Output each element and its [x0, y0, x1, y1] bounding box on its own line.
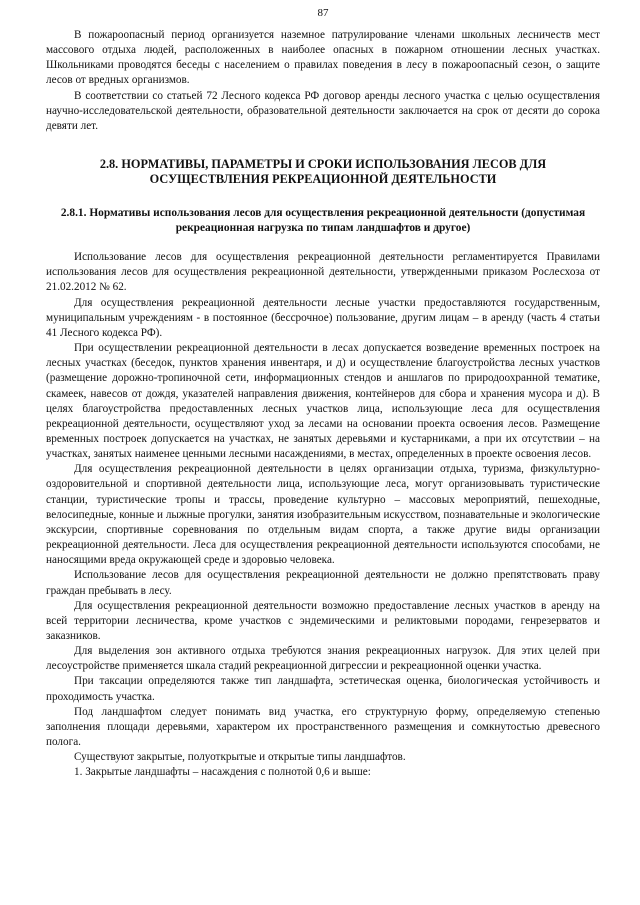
paragraph-recreation-activities: Для осуществления рекреационной деятельности в целях организации отдыха, туризма, физкультурно-оздоровительной и спортивной деятельности лица, использующие леса, могут организовывать туристические станции, туристические тропы и трассы, проведение культурно – массовых мероприятий, пешеходные, велосипедные, конные и лыжные прогулки, занятия изобразительным искусством, познавательные и экологические экскурсии, спортивные соревнования по отдельным видам спорта, а также другие виды организации рекреационной деятельности. Леса для осуществления рекреационной деятельности используются способами, не наносящими вреда окружающей среде и здоровью человека.	[46, 463, 600, 567]
paragraph-school-forestry-patrol: В пожароопасный период организуется наземное патрулирование членами школьных лесничеств мест массового отдыха людей, расположенных в наиболее опасных в пожарном отношении лесных участках. Школьниками проводятся беседы с населением о правилах поведения в лесу в пожароопасный сезон, о защите лесов от вредных организмов.	[46, 29, 600, 87]
paragraph-landscape-types: Существуют закрытые, полуоткрытые и открытые типы ландшафтов.	[74, 751, 406, 764]
paragraph-active-recreation-zones: Для выделения зон активного отдыха требуются знания рекреационных нагрузок. Для этих целей при лесоустройстве применяется шкала стадий рекреационной дигрессии и рекреационной оценки участка.	[46, 645, 600, 673]
paragraph-citizens-right: Использование лесов для осуществления рекреационной деятельности не должно препятствовать праву граждан пребывать в лесу.	[46, 569, 600, 597]
paragraph-temporary-buildings: При осуществлении рекреационной деятельности в лесах допускается возведение временных построек на лесных участках (беседок, пунктов хранения инвентаря, и д) и осуществление благоустройства лесных участков (размещение дорожно-тропиночной сети, информационных стендов и аншлагов по природоохранной тематике, скамеек, навесов от дождя, указателей направления движения, контейнеров для сбора и хранения мусора и д). В целях благоустройства предоставленных лесных участков лица, использующие леса для осуществления рекреационной деятельности, осуществляют уход за лесами на основании проекта освоения лесов. Размещение временных построек допускается на участках, не занятых деревьями и кустарниками, а при их отсутствии – на участках, занятых наименее ценными лесными насаждениями, в местах, определенных в проекте освоения лесов.	[46, 342, 600, 461]
subsection-heading: 2.8.1. Нормативы использования лесов для осуществления рекреационной деятельности (допустимая рекреационная нагрузка по типам ландшафтов и другое)	[60, 207, 586, 235]
paragraph-taxation: При таксации определяются также тип ландшафта, эстетическая оценка, биологическая устойчивость и проходимость участка.	[46, 675, 600, 703]
paragraph-regulation: Использование лесов для осуществления рекреационной деятельности регламентируется Правилами использования лесов для осуществления рекреационной деятельности, утвержденными приказом Рослесхоза от 21.02.2012 № 62.	[46, 251, 600, 294]
paragraph-provision-of-plots: Для осуществления рекреационной деятельности лесные участки предоставляются государственным, муниципальным учреждениям - в постоянное (бессрочное) пользование, другим лицам – в аренду (часть 4 статьи 41 Лесного кодекса РФ).	[46, 296, 600, 339]
paragraph-lease-territory: Для осуществления рекреационной деятельности возможно предоставление лесных участков в аренду на всей территории лесничества, кроме участков с эндемическими и реликтовыми породами, генрезерватов и заказников.	[46, 599, 600, 642]
page-number: 87	[317, 7, 329, 19]
paragraph-lease-term-science: В соответствии со статьей 72 Лесного кодекса РФ договор аренды лесного участка с целью осуществления научно-исследовательской деятельности, образовательной деятельности заключается на срок от десяти до сорока девяти лет.	[46, 89, 600, 132]
paragraph-landscape-definition: Под ландшафтом следует понимать вид участка, его структурную форму, определяемую степенью заполнения площади деревьями, характером их пространственного размещения и сомкнутостью древесного полога.	[46, 705, 600, 749]
section-heading: 2.8. НОРМАТИВЫ, ПАРАМЕТРЫ И СРОКИ ИСПОЛЬЗОВАНИЯ ЛЕСОВ ДЛЯ ОСУЩЕСТВЛЕНИЯ РЕКРЕАЦИОННОЙ ДЕЯТЕЛЬНОСТИ	[99, 157, 547, 187]
paragraph-closed-landscapes: 1. Закрытые ландшафты – насаждения с полнотой 0,6 и выше:	[74, 766, 371, 779]
